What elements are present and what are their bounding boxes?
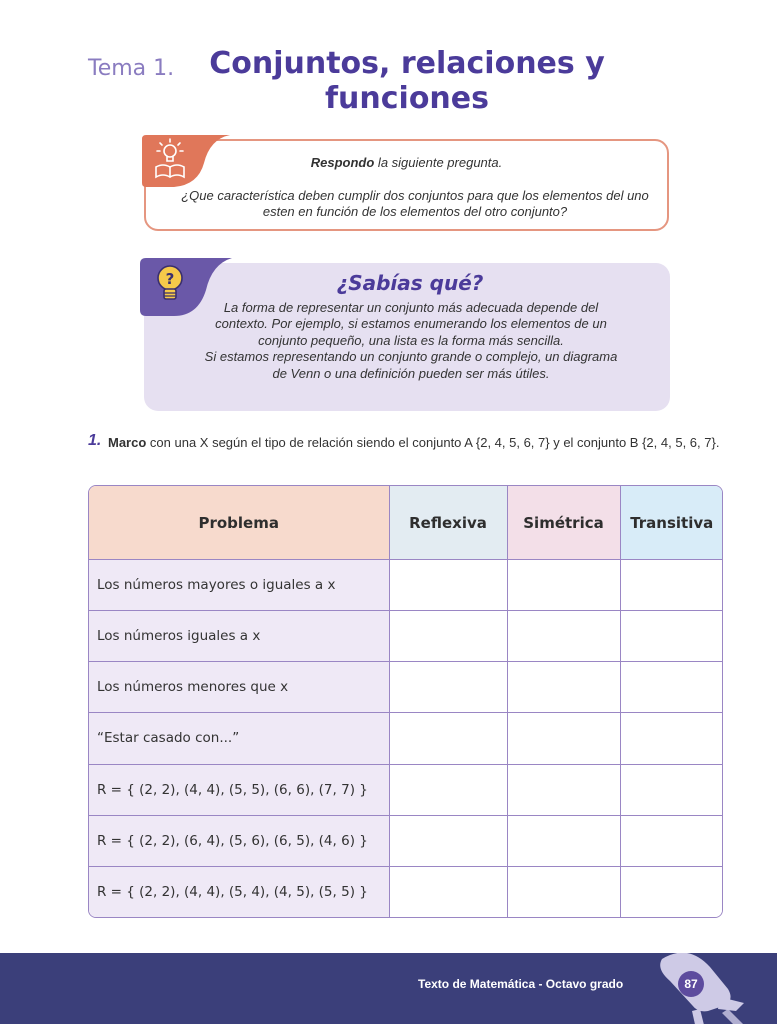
respondo-heading-bold: Respondo (310, 155, 375, 170)
transitiva-answer-cell[interactable] (620, 662, 723, 713)
transitiva-answer-cell[interactable] (620, 866, 723, 917)
exercise-bold: Marco (108, 435, 147, 450)
table-row (89, 611, 723, 662)
problem-cell: R = { (2, 2), (6, 4), (5, 6), (6, 5), (4, 6) } (89, 815, 389, 866)
reflexiva-answer-cell[interactable] (389, 713, 507, 764)
footer-text: Texto de Matemática - Octavo grado (418, 977, 624, 991)
problem-cell: “Estar casado con...” (89, 713, 389, 764)
table-row (89, 662, 723, 713)
respondo-question: ¿Que característica deben cumplir dos conjuntos para que los elementos del uno esten en función de los elementos del otro conjunto? (181, 188, 649, 219)
simetrica-answer-cell[interactable] (507, 815, 620, 866)
reflexiva-answer-cell[interactable] (389, 560, 507, 611)
table-row (89, 764, 723, 815)
page-title: Conjuntos, relaciones y funciones (209, 46, 605, 116)
header-simetrica: Simétrica (507, 486, 620, 560)
header-problema: Problema (89, 486, 389, 560)
table-row (89, 713, 723, 764)
relations-table (88, 485, 723, 918)
simetrica-answer-cell[interactable] (507, 662, 620, 713)
transitiva-answer-cell[interactable] (620, 611, 723, 662)
problem-cell: Los números iguales a x (89, 611, 389, 662)
transitiva-answer-cell[interactable] (620, 713, 723, 764)
exercise-number: 1. (88, 432, 102, 449)
reflexiva-answer-cell[interactable] (389, 815, 507, 866)
sabias-text-line1: La forma de representar un conjunto más adecuada depende del contexto. Por ejemplo, si estamos enumerando los elementos de un conjunto pequeño, una lista es la forma más sencilla. (215, 300, 607, 348)
problem-cell: R = { (2, 2), (4, 4), (5, 4), (4, 5), (5, 5) } (89, 866, 389, 917)
simetrica-answer-cell[interactable] (507, 713, 620, 764)
transitiva-answer-cell[interactable] (620, 764, 723, 815)
exercise-instruction (108, 434, 733, 451)
respondo-heading (144, 155, 669, 170)
table-row (89, 866, 723, 917)
table-row (89, 815, 723, 866)
reflexiva-answer-cell[interactable] (389, 866, 507, 917)
header-reflexiva: Reflexiva (389, 486, 507, 560)
simetrica-answer-cell[interactable] (507, 866, 620, 917)
sabias-title: ¿Sabías qué? (336, 271, 484, 295)
reflexiva-answer-cell[interactable] (389, 611, 507, 662)
transitiva-answer-cell[interactable] (620, 815, 723, 866)
table-row (89, 560, 723, 611)
simetrica-answer-cell[interactable] (507, 560, 620, 611)
page-number: 87 (678, 971, 704, 997)
header-transitiva: Transitiva (620, 486, 723, 560)
exercise-rest: con una X según el tipo de relación siendo el conjunto A {2, 4, 5, 6, 7} y el conjunto B {2, 4, 5, 6, 7}. (146, 435, 720, 450)
svg-text:?: ? (165, 270, 175, 288)
reflexiva-answer-cell[interactable] (389, 662, 507, 713)
footer (0, 953, 777, 1024)
sabias-text-line2: Si estamos representando un conjunto grande o complejo, un diagrama de Venn o una definición pueden ser más útiles. (204, 349, 618, 381)
problem-cell: R = { (2, 2), (4, 4), (5, 5), (6, 6), (7, 7) } (89, 764, 389, 815)
respondo-heading-rest: la siguiente pregunta. (374, 155, 503, 170)
transitiva-answer-cell[interactable] (620, 560, 723, 611)
simetrica-answer-cell[interactable] (507, 611, 620, 662)
tema-label: Tema 1. (88, 56, 175, 81)
problem-cell: Los números menores que x (89, 662, 389, 713)
simetrica-answer-cell[interactable] (507, 764, 620, 815)
problem-cell: Los números mayores o iguales a x (89, 560, 389, 611)
reflexiva-answer-cell[interactable] (389, 764, 507, 815)
sabias-text (196, 300, 626, 382)
